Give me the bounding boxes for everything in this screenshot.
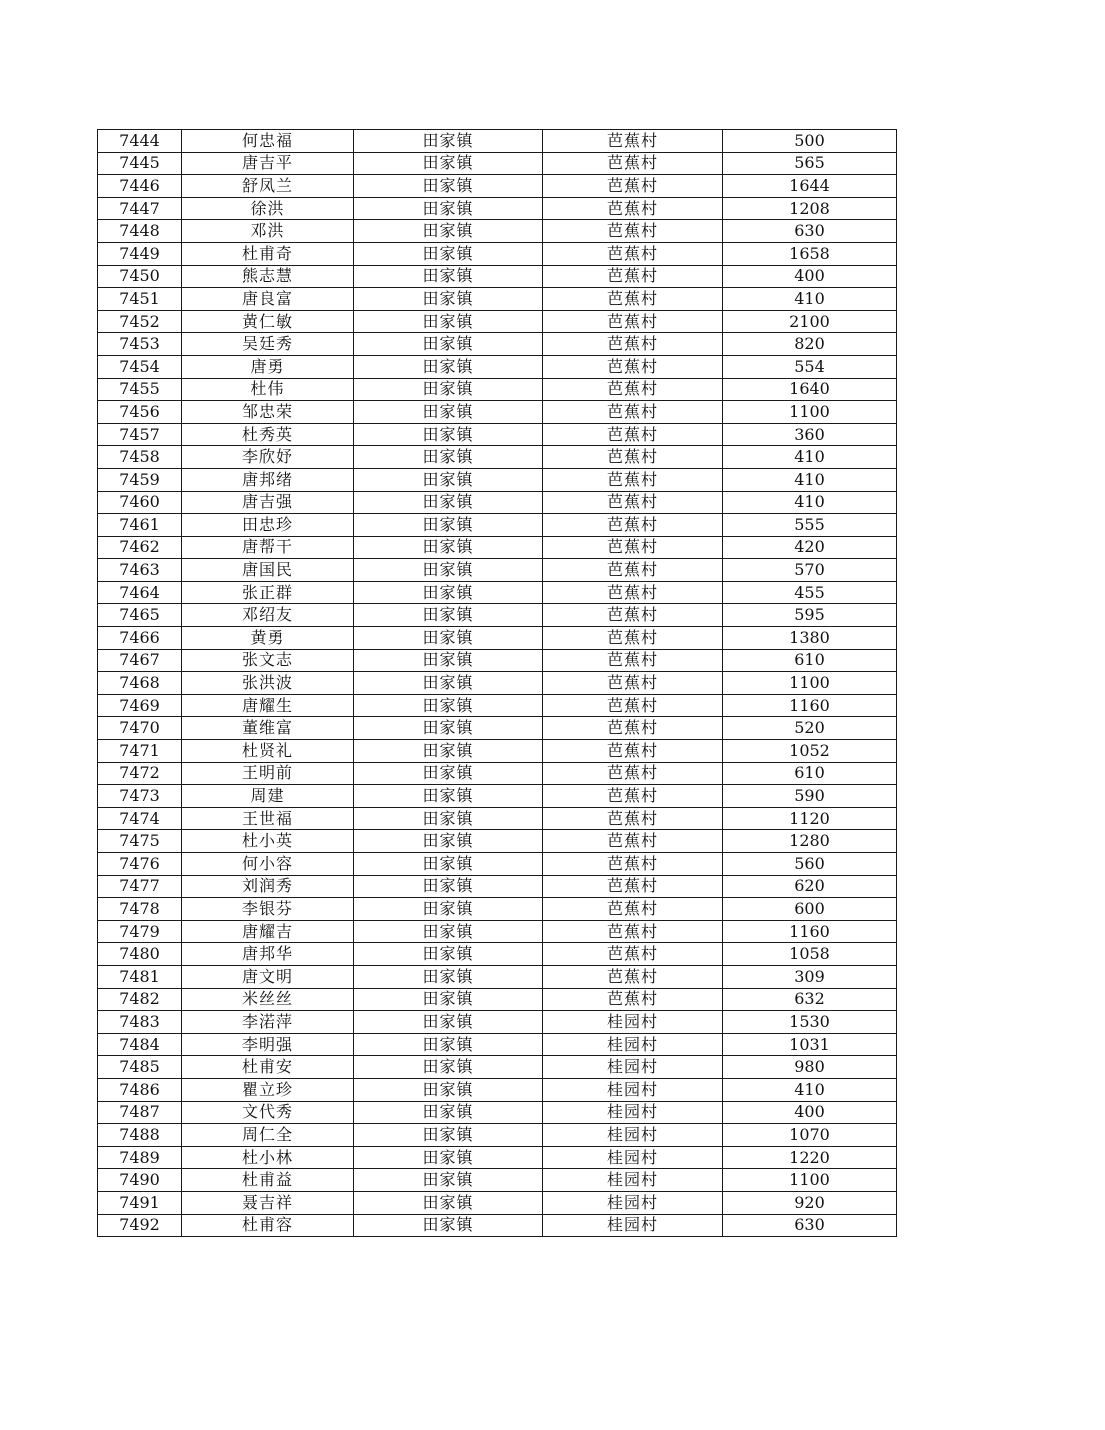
amount-cell: 410: [723, 288, 897, 311]
data-table: [97, 129, 897, 1237]
person-name-cell: 唐邦绪: [182, 468, 354, 491]
row-number-cell: 7460: [98, 491, 182, 514]
village-cell: 芭蕉村: [543, 559, 723, 582]
person-name-cell: 何忠福: [182, 130, 354, 153]
amount-cell: 610: [723, 649, 897, 672]
village-cell: 芭蕉村: [543, 288, 723, 311]
table-row: [98, 694, 897, 717]
table-body: [98, 130, 897, 1237]
person-name-cell: 杜伟: [182, 378, 354, 401]
person-name-cell: 周建: [182, 785, 354, 808]
amount-cell: 500: [723, 130, 897, 153]
table-row: [98, 220, 897, 243]
row-number-cell: 7483: [98, 1011, 182, 1034]
town-cell: 田家镇: [354, 785, 543, 808]
row-number-cell: 7461: [98, 514, 182, 537]
village-cell: 芭蕉村: [543, 965, 723, 988]
village-cell: 芭蕉村: [543, 130, 723, 153]
village-cell: 芭蕉村: [543, 694, 723, 717]
town-cell: 田家镇: [354, 265, 543, 288]
amount-cell: 1644: [723, 175, 897, 198]
table-row: [98, 559, 897, 582]
village-cell: 芭蕉村: [543, 355, 723, 378]
village-cell: 芭蕉村: [543, 401, 723, 424]
table-row: [98, 672, 897, 695]
town-cell: 田家镇: [354, 310, 543, 333]
person-name-cell: 王世福: [182, 807, 354, 830]
person-name-cell: 何小容: [182, 853, 354, 876]
person-name-cell: 唐邦华: [182, 943, 354, 966]
table-row: [98, 762, 897, 785]
village-cell: 芭蕉村: [543, 468, 723, 491]
amount-cell: 1058: [723, 943, 897, 966]
table-row: [98, 265, 897, 288]
amount-cell: 1530: [723, 1011, 897, 1034]
village-cell: 芭蕉村: [543, 265, 723, 288]
town-cell: 田家镇: [354, 672, 543, 695]
town-cell: 田家镇: [354, 1033, 543, 1056]
person-name-cell: 熊志慧: [182, 265, 354, 288]
town-cell: 田家镇: [354, 1214, 543, 1237]
row-number-cell: 7479: [98, 920, 182, 943]
town-cell: 田家镇: [354, 242, 543, 265]
amount-cell: 1100: [723, 401, 897, 424]
person-name-cell: 张洪波: [182, 672, 354, 695]
town-cell: 田家镇: [354, 717, 543, 740]
town-cell: 田家镇: [354, 197, 543, 220]
person-name-cell: 唐吉平: [182, 152, 354, 175]
amount-cell: 1380: [723, 627, 897, 650]
town-cell: 田家镇: [354, 288, 543, 311]
person-name-cell: 米丝丝: [182, 988, 354, 1011]
table-row: [98, 1124, 897, 1147]
person-name-cell: 邓洪: [182, 220, 354, 243]
row-number-cell: 7472: [98, 762, 182, 785]
person-name-cell: 杜小英: [182, 830, 354, 853]
row-number-cell: 7464: [98, 581, 182, 604]
town-cell: 田家镇: [354, 130, 543, 153]
person-name-cell: 李银芬: [182, 898, 354, 921]
town-cell: 田家镇: [354, 581, 543, 604]
table-row: [98, 717, 897, 740]
row-number-cell: 7491: [98, 1191, 182, 1214]
amount-cell: 1031: [723, 1033, 897, 1056]
amount-cell: 1160: [723, 920, 897, 943]
village-cell: 芭蕉村: [543, 898, 723, 921]
table-row: [98, 152, 897, 175]
table-row: [98, 807, 897, 830]
table-row: [98, 965, 897, 988]
person-name-cell: 黄勇: [182, 627, 354, 650]
village-cell: 桂园村: [543, 1078, 723, 1101]
table-row: [98, 468, 897, 491]
table-row: [98, 536, 897, 559]
village-cell: 桂园村: [543, 1214, 723, 1237]
town-cell: 田家镇: [354, 423, 543, 446]
village-cell: 芭蕉村: [543, 807, 723, 830]
row-number-cell: 7473: [98, 785, 182, 808]
village-cell: 桂园村: [543, 1056, 723, 1079]
row-number-cell: 7482: [98, 988, 182, 1011]
row-number-cell: 7456: [98, 401, 182, 424]
village-cell: 芭蕉村: [543, 762, 723, 785]
village-cell: 桂园村: [543, 1011, 723, 1034]
amount-cell: 1208: [723, 197, 897, 220]
village-cell: 桂园村: [543, 1191, 723, 1214]
town-cell: 田家镇: [354, 943, 543, 966]
amount-cell: 410: [723, 468, 897, 491]
town-cell: 田家镇: [354, 649, 543, 672]
amount-cell: 410: [723, 446, 897, 469]
town-cell: 田家镇: [354, 694, 543, 717]
town-cell: 田家镇: [354, 152, 543, 175]
table-row: [98, 1056, 897, 1079]
town-cell: 田家镇: [354, 401, 543, 424]
row-number-cell: 7448: [98, 220, 182, 243]
amount-cell: 610: [723, 762, 897, 785]
amount-cell: 554: [723, 355, 897, 378]
row-number-cell: 7468: [98, 672, 182, 695]
person-name-cell: 王明前: [182, 762, 354, 785]
town-cell: 田家镇: [354, 627, 543, 650]
row-number-cell: 7450: [98, 265, 182, 288]
town-cell: 田家镇: [354, 333, 543, 356]
town-cell: 田家镇: [354, 1191, 543, 1214]
amount-cell: 2100: [723, 310, 897, 333]
amount-cell: 1160: [723, 694, 897, 717]
person-name-cell: 唐良富: [182, 288, 354, 311]
row-number-cell: 7492: [98, 1214, 182, 1237]
row-number-cell: 7487: [98, 1101, 182, 1124]
town-cell: 田家镇: [354, 920, 543, 943]
table-row: [98, 943, 897, 966]
row-number-cell: 7489: [98, 1146, 182, 1169]
person-name-cell: 杜甫安: [182, 1056, 354, 1079]
table-row: [98, 1169, 897, 1192]
town-cell: 田家镇: [354, 1169, 543, 1192]
table-row: [98, 1078, 897, 1101]
row-number-cell: 7471: [98, 740, 182, 763]
person-name-cell: 杜贤礼: [182, 740, 354, 763]
town-cell: 田家镇: [354, 536, 543, 559]
town-cell: 田家镇: [354, 1056, 543, 1079]
row-number-cell: 7475: [98, 830, 182, 853]
table-row: [98, 310, 897, 333]
amount-cell: 920: [723, 1191, 897, 1214]
person-name-cell: 邓绍友: [182, 604, 354, 627]
village-cell: 芭蕉村: [543, 649, 723, 672]
person-name-cell: 杜甫奇: [182, 242, 354, 265]
person-name-cell: 文代秀: [182, 1101, 354, 1124]
table-row: [98, 446, 897, 469]
row-number-cell: 7466: [98, 627, 182, 650]
town-cell: 田家镇: [354, 220, 543, 243]
amount-cell: 630: [723, 220, 897, 243]
row-number-cell: 7463: [98, 559, 182, 582]
village-cell: 芭蕉村: [543, 875, 723, 898]
table-row: [98, 242, 897, 265]
village-cell: 芭蕉村: [543, 446, 723, 469]
person-name-cell: 张文志: [182, 649, 354, 672]
village-cell: 芭蕉村: [543, 785, 723, 808]
village-cell: 芭蕉村: [543, 672, 723, 695]
row-number-cell: 7485: [98, 1056, 182, 1079]
village-cell: 芭蕉村: [543, 333, 723, 356]
table-row: [98, 875, 897, 898]
table-row: [98, 491, 897, 514]
amount-cell: 555: [723, 514, 897, 537]
village-cell: 芭蕉村: [543, 175, 723, 198]
person-name-cell: 吴廷秀: [182, 333, 354, 356]
person-name-cell: 董维富: [182, 717, 354, 740]
table-row: [98, 627, 897, 650]
amount-cell: 1280: [723, 830, 897, 853]
row-number-cell: 7474: [98, 807, 182, 830]
village-cell: 芭蕉村: [543, 514, 723, 537]
person-name-cell: 李欣妤: [182, 446, 354, 469]
amount-cell: 410: [723, 491, 897, 514]
table-row: [98, 604, 897, 627]
row-number-cell: 7470: [98, 717, 182, 740]
village-cell: 芭蕉村: [543, 242, 723, 265]
row-number-cell: 7476: [98, 853, 182, 876]
person-name-cell: 唐帮干: [182, 536, 354, 559]
amount-cell: 1052: [723, 740, 897, 763]
village-cell: 桂园村: [543, 1101, 723, 1124]
village-cell: 桂园村: [543, 1169, 723, 1192]
amount-cell: 595: [723, 604, 897, 627]
table-row: [98, 130, 897, 153]
person-name-cell: 聂吉祥: [182, 1191, 354, 1214]
table-row: [98, 740, 897, 763]
village-cell: 芭蕉村: [543, 988, 723, 1011]
table-row: [98, 175, 897, 198]
person-name-cell: 舒凤兰: [182, 175, 354, 198]
amount-cell: 820: [723, 333, 897, 356]
amount-cell: 455: [723, 581, 897, 604]
town-cell: 田家镇: [354, 853, 543, 876]
row-number-cell: 7469: [98, 694, 182, 717]
village-cell: 芭蕉村: [543, 830, 723, 853]
amount-cell: 620: [723, 875, 897, 898]
row-number-cell: 7453: [98, 333, 182, 356]
amount-cell: 1100: [723, 1169, 897, 1192]
village-cell: 芭蕉村: [543, 220, 723, 243]
amount-cell: 980: [723, 1056, 897, 1079]
town-cell: 田家镇: [354, 604, 543, 627]
row-number-cell: 7465: [98, 604, 182, 627]
amount-cell: 1100: [723, 672, 897, 695]
town-cell: 田家镇: [354, 807, 543, 830]
village-cell: 芭蕉村: [543, 197, 723, 220]
row-number-cell: 7459: [98, 468, 182, 491]
person-name-cell: 杜秀英: [182, 423, 354, 446]
amount-cell: 1640: [723, 378, 897, 401]
amount-cell: 1658: [723, 242, 897, 265]
village-cell: 芭蕉村: [543, 152, 723, 175]
amount-cell: 360: [723, 423, 897, 446]
amount-cell: 600: [723, 898, 897, 921]
table-row: [98, 898, 897, 921]
village-cell: 芭蕉村: [543, 627, 723, 650]
table-row: [98, 853, 897, 876]
table-row: [98, 378, 897, 401]
person-name-cell: 黄仁敏: [182, 310, 354, 333]
table-row: [98, 830, 897, 853]
table-row: [98, 197, 897, 220]
town-cell: 田家镇: [354, 514, 543, 537]
town-cell: 田家镇: [354, 1146, 543, 1169]
town-cell: 田家镇: [354, 762, 543, 785]
town-cell: 田家镇: [354, 1011, 543, 1034]
table-row: [98, 1101, 897, 1124]
village-cell: 桂园村: [543, 1124, 723, 1147]
town-cell: 田家镇: [354, 740, 543, 763]
person-name-cell: 唐耀生: [182, 694, 354, 717]
person-name-cell: 周仁全: [182, 1124, 354, 1147]
row-number-cell: 7480: [98, 943, 182, 966]
table-row: [98, 988, 897, 1011]
town-cell: 田家镇: [354, 988, 543, 1011]
amount-cell: 420: [723, 536, 897, 559]
person-name-cell: 唐耀吉: [182, 920, 354, 943]
town-cell: 田家镇: [354, 446, 543, 469]
amount-cell: 400: [723, 1101, 897, 1124]
row-number-cell: 7446: [98, 175, 182, 198]
row-number-cell: 7478: [98, 898, 182, 921]
row-number-cell: 7462: [98, 536, 182, 559]
amount-cell: 590: [723, 785, 897, 808]
person-name-cell: 徐洪: [182, 197, 354, 220]
row-number-cell: 7481: [98, 965, 182, 988]
town-cell: 田家镇: [354, 175, 543, 198]
row-number-cell: 7454: [98, 355, 182, 378]
person-name-cell: 唐国民: [182, 559, 354, 582]
village-cell: 芭蕉村: [543, 943, 723, 966]
table-row: [98, 1146, 897, 1169]
amount-cell: 410: [723, 1078, 897, 1101]
table-row: [98, 401, 897, 424]
village-cell: 芭蕉村: [543, 491, 723, 514]
row-number-cell: 7484: [98, 1033, 182, 1056]
row-number-cell: 7455: [98, 378, 182, 401]
town-cell: 田家镇: [354, 355, 543, 378]
person-name-cell: 瞿立珍: [182, 1078, 354, 1101]
table-row: [98, 785, 897, 808]
amount-cell: 630: [723, 1214, 897, 1237]
village-cell: 芭蕉村: [543, 310, 723, 333]
row-number-cell: 7451: [98, 288, 182, 311]
village-cell: 芭蕉村: [543, 920, 723, 943]
person-name-cell: 唐文明: [182, 965, 354, 988]
table-row: [98, 1214, 897, 1237]
row-number-cell: 7488: [98, 1124, 182, 1147]
town-cell: 田家镇: [354, 491, 543, 514]
town-cell: 田家镇: [354, 965, 543, 988]
table-row: [98, 581, 897, 604]
row-number-cell: 7467: [98, 649, 182, 672]
town-cell: 田家镇: [354, 830, 543, 853]
town-cell: 田家镇: [354, 1101, 543, 1124]
village-cell: 芭蕉村: [543, 423, 723, 446]
row-number-cell: 7486: [98, 1078, 182, 1101]
amount-cell: 560: [723, 853, 897, 876]
amount-cell: 1070: [723, 1124, 897, 1147]
village-cell: 芭蕉村: [543, 536, 723, 559]
table-row: [98, 920, 897, 943]
amount-cell: 632: [723, 988, 897, 1011]
village-cell: 芭蕉村: [543, 581, 723, 604]
table-row: [98, 1011, 897, 1034]
town-cell: 田家镇: [354, 1124, 543, 1147]
amount-cell: 520: [723, 717, 897, 740]
village-cell: 芭蕉村: [543, 853, 723, 876]
row-number-cell: 7444: [98, 130, 182, 153]
town-cell: 田家镇: [354, 875, 543, 898]
person-name-cell: 唐吉强: [182, 491, 354, 514]
table-row: [98, 649, 897, 672]
table-row: [98, 355, 897, 378]
town-cell: 田家镇: [354, 468, 543, 491]
amount-cell: 570: [723, 559, 897, 582]
person-name-cell: 刘润秀: [182, 875, 354, 898]
row-number-cell: 7449: [98, 242, 182, 265]
village-cell: 芭蕉村: [543, 717, 723, 740]
town-cell: 田家镇: [354, 1078, 543, 1101]
person-name-cell: 杜小林: [182, 1146, 354, 1169]
person-name-cell: 李渃萍: [182, 1011, 354, 1034]
table-row: [98, 1191, 897, 1214]
village-cell: 芭蕉村: [543, 604, 723, 627]
row-number-cell: 7458: [98, 446, 182, 469]
person-name-cell: 杜甫益: [182, 1169, 354, 1192]
village-cell: 桂园村: [543, 1146, 723, 1169]
town-cell: 田家镇: [354, 898, 543, 921]
row-number-cell: 7445: [98, 152, 182, 175]
town-cell: 田家镇: [354, 378, 543, 401]
person-name-cell: 邹忠荣: [182, 401, 354, 424]
village-cell: 桂园村: [543, 1033, 723, 1056]
person-name-cell: 杜甫容: [182, 1214, 354, 1237]
amount-cell: 400: [723, 265, 897, 288]
person-name-cell: 张正群: [182, 581, 354, 604]
row-number-cell: 7477: [98, 875, 182, 898]
row-number-cell: 7490: [98, 1169, 182, 1192]
table-row: [98, 514, 897, 537]
row-number-cell: 7447: [98, 197, 182, 220]
person-name-cell: 李明强: [182, 1033, 354, 1056]
village-cell: 芭蕉村: [543, 378, 723, 401]
table-row: [98, 1033, 897, 1056]
amount-cell: 1220: [723, 1146, 897, 1169]
table-row: [98, 333, 897, 356]
amount-cell: 309: [723, 965, 897, 988]
table-row: [98, 288, 897, 311]
town-cell: 田家镇: [354, 559, 543, 582]
village-cell: 芭蕉村: [543, 740, 723, 763]
amount-cell: 1120: [723, 807, 897, 830]
table-row: [98, 423, 897, 446]
person-name-cell: 唐勇: [182, 355, 354, 378]
row-number-cell: 7457: [98, 423, 182, 446]
row-number-cell: 7452: [98, 310, 182, 333]
amount-cell: 565: [723, 152, 897, 175]
person-name-cell: 田忠珍: [182, 514, 354, 537]
